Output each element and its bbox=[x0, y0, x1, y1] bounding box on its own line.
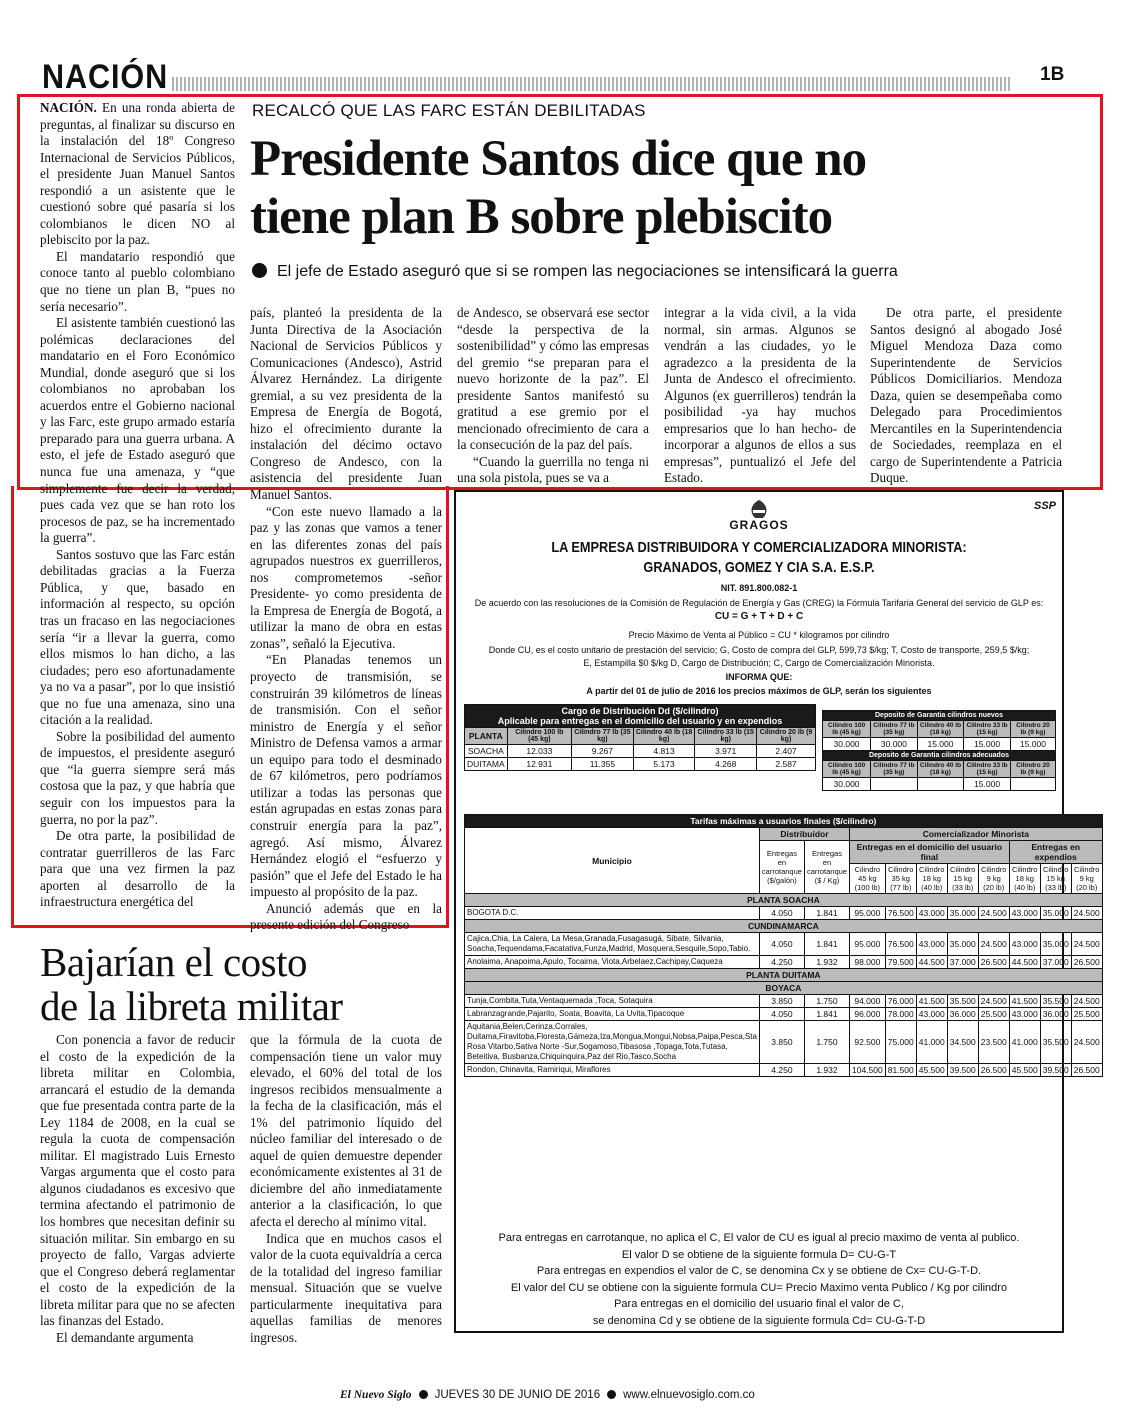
column-header: Cilindro 40 lb (18 kg) bbox=[633, 728, 695, 745]
headline-line: tiene plan B sobre plebiscito bbox=[250, 189, 833, 245]
paragraph: “Cuando la guerrilla no tenga ni una sola pistola, pues se va a bbox=[457, 453, 649, 486]
department-header: BOYACA bbox=[465, 982, 1103, 995]
price-cell: 44.500 bbox=[1009, 956, 1040, 969]
column-header: Cilindro 20 lb (9 kg) bbox=[1010, 761, 1055, 778]
column-header: Cilindro 45 kg (100 lb) bbox=[849, 864, 885, 894]
ad-title-line: LA EMPRESA DISTRIBUIDORA Y COMERCIALIZADORA MINORISTA: bbox=[551, 539, 967, 556]
price-cell: 35.500 bbox=[1040, 995, 1071, 1008]
bullet-icon bbox=[607, 1390, 616, 1399]
headline-line: Presidente Santos dice que no bbox=[250, 131, 867, 187]
table-cell: 15.000 bbox=[917, 738, 964, 751]
municipality-cell: Aquitania,Belen,Cerinza,Corrales, Duitama,Firavitoba,Floresta,Gámeza,Iza,Mongua,Mongui,Nobsa,Paipa,Pesca,Sta Rosa Vitarbo,Sativa Norte -Sur,Sogamoso,Tibasosa ,Topaga,Tota,Tutasa, Beteitiva, Busbanza,Chiquinquira,Paz del Rio,Tasco,Socha bbox=[465, 1021, 760, 1064]
table-cell: 15.000 bbox=[964, 778, 1011, 791]
dateline: NACIÓN. bbox=[40, 100, 97, 115]
rows-cundinamarca bbox=[465, 933, 1103, 969]
column-header: Entregas en expendios bbox=[1009, 841, 1102, 864]
note-line: El valor del CU se obtiene con la siguiente formula CU= Precio Maximo venta Publico / Kg por cilindro bbox=[510, 1281, 1008, 1294]
table-cell: DUITAMA bbox=[465, 758, 508, 771]
table-title: Deposito de Garantia cilindros nuevos bbox=[823, 711, 1056, 721]
column-header: Municipio bbox=[465, 828, 760, 894]
department-header: CUNDINAMARCA bbox=[465, 920, 1103, 933]
headline bbox=[250, 130, 1030, 246]
municipality-cell: BOGOTA D.C. bbox=[465, 907, 760, 920]
story-column-5 bbox=[870, 305, 1062, 487]
column-header: Cilindro 77 lb (35 kg) bbox=[871, 761, 918, 778]
flame-logo-icon bbox=[729, 498, 789, 520]
ad-definitions bbox=[464, 644, 1054, 670]
table-cell: 30.000 bbox=[823, 738, 871, 751]
price-cell: 35.000 bbox=[1040, 907, 1071, 920]
table-cell: 30.000 bbox=[871, 738, 918, 751]
ad-formula: CU = G + T + D + C bbox=[714, 611, 804, 622]
note-line: Para entregas en carrotanque, no aplica el C, El valor de CU es igual al precio maximo de venta al publico. bbox=[498, 1232, 1020, 1244]
tariff-ad bbox=[454, 490, 1100, 1333]
price-cell: 26.500 bbox=[978, 956, 1009, 969]
table-title: Deposito de Garantia cilindros adecuados bbox=[823, 751, 1056, 761]
column-header: Cilindro 35 kg (77 lb) bbox=[885, 864, 916, 894]
price-cell: 35.500 bbox=[947, 995, 978, 1008]
column-header: Cilindro 77 lb (35 kg) bbox=[871, 721, 918, 738]
paragraph: país, planteó la presidenta de la Junta Directiva de la Asociación Nacional de Servicios Públicos y Comunicaciones (Andesco), Astrid Álvarez Hernández. La dirigente gremial, a su vez presidenta de la Empresa de Energía de Bogotá, hizo el ofrecimiento durante la instalación del décimo octavo Congreso de Andesco, con la asistencia del presidente Juan Manuel Santos. bbox=[250, 305, 442, 503]
table-row bbox=[465, 907, 1103, 920]
table-row bbox=[465, 1064, 1103, 1077]
table-cell bbox=[917, 778, 964, 791]
municipality-cell: Tunja,Combita,Tuta,Ventaquemada ,Toca, Sotaquira bbox=[465, 995, 760, 1008]
price-cell: 43.000 bbox=[916, 1008, 947, 1021]
column-header: Cilindro 100 lb (45 kg) bbox=[823, 761, 871, 778]
footer bbox=[340, 1389, 755, 1401]
price-cell: 76.000 bbox=[885, 995, 916, 1008]
table-cell: 12.033 bbox=[507, 745, 571, 758]
price-cell: 39.500 bbox=[1040, 1064, 1071, 1077]
price-cell: 92.500 bbox=[849, 1021, 885, 1064]
paragraph: Santos sostuvo que las Farc están debilitadas gracias a la Fuerza Pública, y que, basado en información al respecto, su opción tras un fracaso en las negociaciones sería “ir a llevar la guerra, como ellos mismos lo han dicho, a las ciudades; pero eso afortunadamente ya no va a pasar”, por lo que insistió que no fue una amenaza, sino una citación a la realidad. bbox=[40, 546, 235, 728]
price-cell: 41.000 bbox=[916, 1021, 947, 1064]
municipality-cell: Anolaima, Anapoima,Apulo, Tocaima, Viota,Arbelaez,Cachipay,Caqueza bbox=[465, 956, 760, 969]
rows-boyaca bbox=[465, 995, 1103, 1077]
price-cell: 43.000 bbox=[916, 933, 947, 956]
column-header: Cilindro 100 lb (45 kg) bbox=[823, 721, 871, 738]
price-cell: 24.500 bbox=[978, 995, 1009, 1008]
paragraph: De otra parte, la posibilidad de contratar guerrilleros de las Farc para que una vez firmen la paz aporten al desarrollo de la infraestructura energética del bbox=[40, 828, 235, 910]
section-title: NACIÓN bbox=[42, 58, 169, 96]
paragraph: “Con este nuevo llamado a la paz y las zonas que vamos a tener en las diferentes zonas del país agrupados nuestros ex guerrilleros, nos comprometemos -señor Presidente- yo como presidenta de la Empresa de Energía de Bogotá, a utilizar la mano de obra en estas zonas”, señaló la Ejecutiva. bbox=[250, 503, 442, 651]
paragraph: Indica que en muchos casos el valor de la cuota equivaldría a cerca de la totalidad del ingreso familiar mensual. Situación que se vuelve particularmente inequitativa para aquellas familias de menores ingresos. bbox=[250, 1230, 442, 1345]
note-line: Para entregas en el domicilio del usuario final el valor de C, bbox=[614, 1298, 904, 1310]
price-cell: 35.000 bbox=[947, 933, 978, 956]
price-cell: 41.500 bbox=[1009, 995, 1040, 1008]
table-title: Aplicable para entregas en el domicilio del usuario y en expendios bbox=[497, 716, 783, 726]
story-column-4 bbox=[664, 305, 856, 487]
column-header: Cilindro 15 kg (33 lb) bbox=[1040, 864, 1071, 894]
price-cell: 104.500 bbox=[849, 1064, 885, 1077]
paragraph: Sobre la posibilidad del aumento de impuestos, el presidente aseguró que “la guerra siempre será más costosa que la paz, y que habría que seguir con los impuestos para la guerra, no por la paz”. bbox=[40, 728, 235, 827]
price-cell: 39.500 bbox=[947, 1064, 978, 1077]
deck-text: El jefe de Estado aseguró que si se rompen las negociaciones se intensificará la guerra bbox=[277, 263, 898, 280]
column-header: Cilindro 33 lb (15 kg) bbox=[964, 721, 1011, 738]
ad-from-date: A partir del 01 de julio de 2016 los precios máximos de GLP, serán los siguientes bbox=[586, 686, 932, 696]
price-cell: 94.000 bbox=[849, 995, 885, 1008]
paragraph: Anunció además que en la presente edición del Congreso bbox=[250, 900, 442, 933]
table-cell: 15.000 bbox=[964, 738, 1011, 751]
price-cell: 76.500 bbox=[885, 933, 916, 956]
price-cell: 45.500 bbox=[1009, 1064, 1040, 1077]
price-cell: 24.500 bbox=[1071, 995, 1102, 1008]
second-story-column-1 bbox=[40, 1032, 235, 1346]
ssp-mark: SSP bbox=[1033, 500, 1056, 512]
column-header: Cilindro 40 lb (18 kg) bbox=[917, 761, 964, 778]
paragraph: De otra parte, el presidente Santos designó al abogado José Miguel Mendoza Daza como Superintendente de Servicios Públicos Domiciliarios. Mendoza Daza, quien se desempeñaba como Delegado para Procedimientos Mercantiles en la Superintendencia de Sociedades, reemplaza en el cargo de Superintendente a Patricia Duque. bbox=[870, 305, 1062, 486]
distribution-table bbox=[464, 704, 816, 771]
column-header: PLANTA bbox=[465, 728, 508, 745]
column-header: Cilindro 18 kg (40 lb) bbox=[1009, 864, 1040, 894]
price-cell: 43.000 bbox=[1009, 907, 1040, 920]
price-cell: 76.500 bbox=[885, 907, 916, 920]
column-header: Cilindro 15 kg (33 lb) bbox=[947, 864, 978, 894]
table-row bbox=[465, 956, 1103, 969]
header-rule bbox=[172, 77, 1012, 91]
price-cell: 43.000 bbox=[1009, 933, 1040, 956]
story-column-2 bbox=[250, 305, 442, 934]
price-cell: 41.500 bbox=[916, 995, 947, 1008]
price-cell: 1.841 bbox=[804, 907, 849, 920]
price-cell: 4.050 bbox=[759, 1008, 804, 1021]
price-cell: 75.000 bbox=[885, 1021, 916, 1064]
table-title: Cargo de Distribución Dd ($/cilindro) bbox=[561, 706, 719, 716]
price-cell: 98.000 bbox=[849, 956, 885, 969]
ad-nit: NIT. 891.800.082-1 bbox=[720, 583, 798, 593]
price-cell: 34.500 bbox=[947, 1021, 978, 1064]
table-cell: 4.268 bbox=[695, 758, 757, 771]
paragraph: El mandatario respondió que conoce tanto al pueblo colombiano que no tiene un plan B, “pues no sería necesario”. bbox=[40, 248, 235, 314]
rows-bogota bbox=[465, 907, 1103, 920]
table-cell: 3.971 bbox=[695, 745, 757, 758]
ad-definition-line: Donde CU, es el costo unitario de prestación del servicio; G, Costo de compra del GLP, 599,73 $/kg; T, Costo de transporte, 259,5 $/kg; bbox=[488, 645, 1030, 655]
column-header: Cilindro 77 lb (35 kg) bbox=[572, 728, 634, 745]
story-column-3 bbox=[457, 305, 649, 487]
column-header: Cilindro 9 kg (20 lb) bbox=[978, 864, 1009, 894]
price-cell: 41.000 bbox=[1009, 1021, 1040, 1064]
column-header: Cilindro 33 lb (15 kg) bbox=[964, 761, 1011, 778]
price-cell: 25.500 bbox=[978, 1008, 1009, 1021]
price-cell: 95.000 bbox=[849, 933, 885, 956]
price-cell: 3.850 bbox=[759, 995, 804, 1008]
kicker: RECALCÓ QUE LAS FARC ESTÁN DEBILITADAS bbox=[252, 101, 646, 120]
column-header: Cilindro 20 lb (9 kg) bbox=[1010, 721, 1055, 738]
note-line: El valor D se obtiene de la siguiente formula D= CU-G-T bbox=[621, 1248, 897, 1261]
price-cell: 26.500 bbox=[978, 1064, 1009, 1077]
page-number: 1B bbox=[1040, 64, 1065, 85]
price-cell: 24.500 bbox=[978, 933, 1009, 956]
table-row bbox=[465, 1021, 1103, 1064]
price-cell: 35.000 bbox=[1040, 933, 1071, 956]
table-row bbox=[823, 738, 1056, 751]
price-cell: 24.500 bbox=[1071, 907, 1102, 920]
column-header: Cilindro 20 lb (9 kg) bbox=[757, 728, 816, 745]
note-line: se denomina Cd y se obtiene de la siguiente formula Cd= CU-G-T-D bbox=[592, 1314, 926, 1327]
price-cell: 43.000 bbox=[1009, 1008, 1040, 1021]
municipality-cell: Rondon, Chinavita, Ramiriqui, Miraflores bbox=[465, 1064, 760, 1077]
plant-header: PLANTA DUITAMA bbox=[465, 969, 1103, 982]
paragraph bbox=[40, 100, 235, 249]
footer-url: www.elnuevosiglo.com.co bbox=[623, 1389, 755, 1401]
price-cell: 4.050 bbox=[759, 907, 804, 920]
price-cell: 24.500 bbox=[1071, 933, 1102, 956]
price-cell: 4.250 bbox=[759, 956, 804, 969]
ad-title bbox=[508, 538, 1010, 578]
paragraph: El demandante argumenta bbox=[56, 1329, 194, 1345]
ad-informa: INFORMA QUE: bbox=[725, 672, 793, 682]
table-cell: SOACHA bbox=[465, 745, 508, 758]
plant-header: PLANTA SOACHA bbox=[465, 894, 1103, 907]
deck bbox=[252, 263, 898, 281]
price-cell: 78.000 bbox=[885, 1008, 916, 1021]
price-cell: 24.500 bbox=[978, 907, 1009, 920]
ad-price-line: Precio Máximo de Venta al Público = CU * kilogramos por cilindro bbox=[628, 630, 890, 640]
bullet-icon bbox=[252, 263, 267, 278]
column-header: Distribuidor bbox=[759, 828, 849, 841]
price-cell: 36.000 bbox=[1040, 1008, 1071, 1021]
paper-name: El Nuevo Siglo bbox=[340, 1389, 412, 1401]
price-cell: 35.500 bbox=[1040, 1021, 1071, 1064]
table-cell: 2.587 bbox=[757, 758, 816, 771]
headline-line: Bajarían el costo bbox=[40, 939, 308, 985]
table-cell bbox=[871, 778, 918, 791]
price-cell: 1.841 bbox=[804, 933, 849, 956]
price-cell: 79.500 bbox=[885, 956, 916, 969]
table-cell: 12.931 bbox=[507, 758, 571, 771]
deposit-table bbox=[822, 710, 1056, 791]
table-cell: 9.267 bbox=[572, 745, 634, 758]
price-cell: 26.500 bbox=[1071, 1064, 1102, 1077]
price-cell: 23.500 bbox=[978, 1021, 1009, 1064]
price-cell: 1.750 bbox=[804, 995, 849, 1008]
price-cell: 95.000 bbox=[849, 907, 885, 920]
table-cell: 2.407 bbox=[757, 745, 816, 758]
column-header: Entregas en carrotanque ($/galón) bbox=[759, 841, 804, 894]
column-header: Cilindro 40 lb (18 kg) bbox=[917, 721, 964, 738]
price-cell: 35.000 bbox=[947, 907, 978, 920]
municipality-cell: Labranzagrande,Pajarito, Soata, Boavita, La Uvita,Tipacoque bbox=[465, 1008, 760, 1021]
column-header: Entregas en el domicilio del usuario final bbox=[849, 841, 1009, 864]
table-row bbox=[465, 1008, 1103, 1021]
ad-logo bbox=[464, 498, 1054, 532]
table-cell: 4.813 bbox=[633, 745, 695, 758]
table-row bbox=[465, 995, 1103, 1008]
table-cell: 5.173 bbox=[633, 758, 695, 771]
table-cell: 30.000 bbox=[823, 778, 871, 791]
tariff-table bbox=[464, 814, 1100, 1077]
table-title: Tarifas máximas a usuarios finales ($/cilindro) bbox=[465, 815, 1103, 828]
ad-intro: De acuerdo con las resoluciones de la Comisión de Regulación de Energía y Gas (CREG) la Fórmula Tarifaria General del servicio de GLP es: bbox=[474, 598, 1044, 608]
price-cell: 3.850 bbox=[759, 1021, 804, 1064]
price-cell: 4.050 bbox=[759, 933, 804, 956]
column-header: Comercializador Minorista bbox=[849, 828, 1102, 841]
bullet-icon bbox=[419, 1390, 428, 1399]
table-row bbox=[465, 745, 816, 758]
price-cell: 44.500 bbox=[916, 956, 947, 969]
column-header: Cilindro 18 kg (40 lb) bbox=[916, 864, 947, 894]
table-cell: 11.355 bbox=[572, 758, 634, 771]
story-column-1 bbox=[40, 100, 235, 911]
column-header: Cilindro 33 lb (15 kg) bbox=[695, 728, 757, 745]
paragraph: “En Planadas tenemos un proyecto de transmisión, se construirán 39 kilómetros de líneas de transmisión. Con el señor ministro de Energía y el señor Ministro de Defensa vamos a armar un equipo para todo el desminado de 67 kilómetros, pero podríamos utilizar a todas las personas que están agrupadas en estas zonas para construir energía para la paz”, agregó. Así mismo, Álvarez Hernández elogió el “esfuerzo y pasión” que el Jefe del Estado le ha impuesto al propósito de la paz. bbox=[250, 652, 442, 900]
column-header: Cilindro 9 kg (20 lb) bbox=[1071, 864, 1102, 894]
note-line: Para entregas en expendios el valor de C, se denomina Cx y se obtiene de Cx= CU-G-T-D. bbox=[536, 1265, 982, 1277]
paragraph: Con ponencia a favor de reducir el costo de la expedición de la libreta militar en Colombia, arrancará el estudio de la demanda que fue presentada contra parte de la Ley 1184 de 2008, en la cual se regula la cuota de compensación militar. El magistrado Luis Ernesto Vargas argumenta que el costo para algunos ciudadanos es excesivo que termina afectando el patrimonio de los hombres que necesitan definir su situación militar. Sin embargo en su proyecto de fallo, Vargas advierte que el Congreso deberá reglamentar el costo de la expedición de la libreta militar para que no se afecten las finanzas del Estado. bbox=[40, 1032, 235, 1329]
table-row bbox=[465, 933, 1103, 956]
price-cell: 1.750 bbox=[804, 1021, 849, 1064]
price-cell: 1.932 bbox=[804, 956, 849, 969]
headline-line: de la libreta militar bbox=[40, 983, 343, 1029]
price-cell: 4.250 bbox=[759, 1064, 804, 1077]
ad-title-line: GRANADOS, GOMEZ Y CIA S.A. E.S.P. bbox=[643, 559, 875, 576]
price-cell: 96.000 bbox=[849, 1008, 885, 1021]
table-row bbox=[823, 778, 1056, 791]
price-cell: 36.000 bbox=[947, 1008, 978, 1021]
ad-logo-text: GRAGOS bbox=[729, 518, 789, 532]
column-header: Cilindro 100 lb (45 kg) bbox=[507, 728, 571, 745]
price-cell: 26.500 bbox=[1071, 956, 1102, 969]
second-story-column-2 bbox=[250, 1032, 442, 1346]
paragraph-text: En una ronda abierta de preguntas, al finalizar su discurso en la instalación del 18º Congreso Internacional de Servicios Públicos, el presidente Juan Manuel Santos respondió a un asistente que le cuestionó sobre qué pasaría si los colombianos le dicen NO al plebiscito por la paz. bbox=[40, 100, 235, 248]
price-cell: 1.841 bbox=[804, 1008, 849, 1021]
table-cell: 15.000 bbox=[1010, 738, 1055, 751]
table-row bbox=[465, 758, 816, 771]
footer-date: JUEVES 30 DE JUNIO DE 2016 bbox=[434, 1389, 601, 1401]
price-cell: 25.500 bbox=[1071, 1008, 1102, 1021]
municipality-cell: Cajica,Chia, La Calera, La Mesa,Granada,Fusagasugá, Sibate, Silvania, Soacha,Tequendama,Facatativa,Funza,Madrid, Mosquera,Sesquile,Sopo,Tabio. bbox=[465, 933, 760, 956]
second-headline bbox=[40, 940, 440, 1028]
column-header: Entregas en carrotanque ($ / Kg) bbox=[804, 841, 849, 894]
paragraph: integrar a la vida civil, a la vida normal, sin armas. Algunos se vendrán a las ciudades, yo le agradezco a la presidenta de la Junta de Andesco el ofrecimiento. Algunos (ex guerrilleros) tendrán la posibilidad -ya hay muchos empresarios que lo han hecho- de incorporar a algunos de ellos a sus empresas”, puntualizó el Jefe del Estado. bbox=[664, 305, 856, 486]
price-cell: 43.000 bbox=[916, 907, 947, 920]
price-cell: 1.932 bbox=[804, 1064, 849, 1077]
price-cell: 37.000 bbox=[947, 956, 978, 969]
price-cell: 37.000 bbox=[1040, 956, 1071, 969]
price-cell: 24.500 bbox=[1071, 1021, 1102, 1064]
ad-notes bbox=[464, 1230, 1054, 1329]
ad-definition-line: E, Estampilla $0 $/kg D, Cargo de Distribución; C, Cargo de Comercialización Minorista. bbox=[583, 658, 935, 668]
table-cell bbox=[1010, 778, 1055, 791]
price-cell: 45.500 bbox=[916, 1064, 947, 1077]
paragraph: El asistente también cuestionó las polémicas declaraciones del mandatario en el Foro Económico Mundial, donde aseguró que si los colombianos no aprobaban los acuerdos entre el Gobierno nacional y las Farc, este grupo armado estaría preparado para una guerra urbana. A esto, el jefe de Estado aseguró que nunca fue una amenaza, y “que simplemente fue decir la verdad, pues cada vez que se han roto los procesos de paz, se ha incrementado la guerra”. bbox=[40, 315, 235, 546]
price-cell: 81.500 bbox=[885, 1064, 916, 1077]
paragraph: de Andesco, se observará ese sector “desde la perspectiva de la sostenibilidad” y cómo las empresas del gremio “se preparan para el nuevo horizonte de la paz”. El presidente Santos manifestó su gratitud a ese gremio por el mencionado ofrecimiento de cara a la consecución de la paz del país. bbox=[457, 305, 649, 453]
paragraph: que la fórmula de la cuota de compensación tiene un valor muy elevado, el 60% del total de los ingresos recibidos mensualmente a la fecha de la clasificación, más el 1% del patrimonio líquido del núcleo familiar del interesado o de aquel de quien demuestre depender económicamente existentes al 31 de diciembre del año inmediatamente anterior a la clasificación, lo que afecta el derecho al mínimo vital. bbox=[250, 1032, 442, 1230]
